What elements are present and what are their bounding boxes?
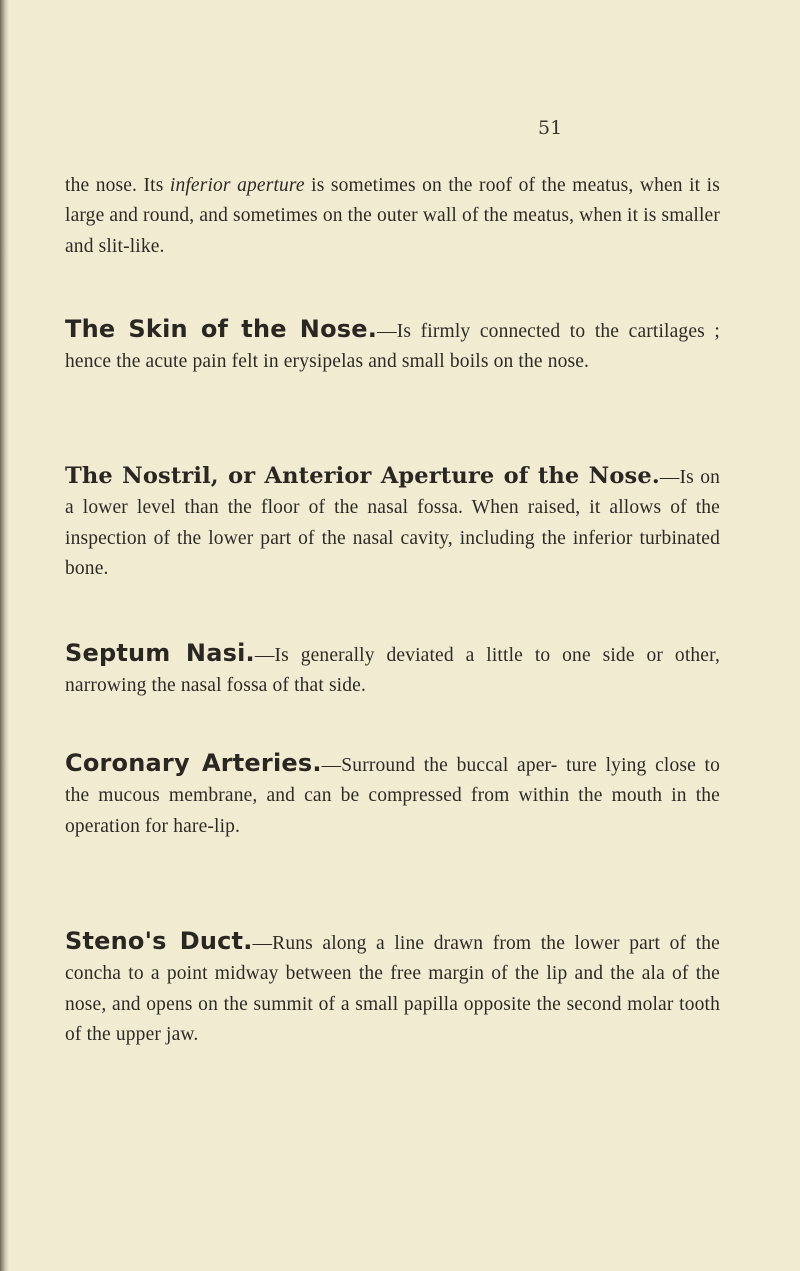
- section-nostril: [65, 461, 720, 585]
- section-body: —Is generally deviated a little to one side or other, narrowing the nasal fossa of that side.: [65, 644, 720, 697]
- section-heading: The Nostril, or Anterior Aperture of the Nose.: [65, 462, 660, 489]
- section-coronary-arteries: [65, 748, 720, 843]
- section-body: —Runs along a line drawn from the lower part of the concha to a point midway between the free margin of the lip and the ala of the nose, and opens on the summit of a small papilla opposite the second molar tooth of the upper jaw.: [65, 932, 720, 1046]
- paragraph-nose-aperture: [65, 171, 720, 263]
- section-heading: Coronary Arteries.: [65, 748, 322, 777]
- section-heading: The Skin of the Nose.: [65, 314, 378, 343]
- paragraph-text-end: is sometimes on the roof of the meatus, when it is large and round, and sometimes on the outer wall of the meatus, when it is smaller and slit-like.: [65, 174, 720, 257]
- section-heading: Steno's Duct.: [65, 926, 253, 955]
- section-heading: Septum Nasi.: [65, 638, 255, 667]
- italic-term-inferior-aperture: inferior aperture: [169, 174, 305, 196]
- section-stenos-duct: [65, 926, 720, 1051]
- paragraph-text-start: the nose. Its: [65, 174, 170, 196]
- section-body: —Surround the buccal aper- ture lying close to the mucous membrane, and can be compressed from within the mouth in the operation for hare-lip.: [65, 754, 721, 837]
- section-body: —Is firmly connected to the cartilages ; hence the acute pain felt in erysipelas and small boils on the nose.: [65, 320, 720, 373]
- section-septum-nasi: [65, 638, 720, 702]
- page-number: 51: [538, 117, 563, 139]
- page-binding-edge: [0, 0, 9, 1271]
- section-body: —Is on a lower level than the floor of the nasal fossa. When raised, it allows of the inspection of the lower part of the nasal cavity, including the inferior turbinated bone.: [65, 466, 720, 580]
- section-skin-of-nose: [65, 314, 720, 378]
